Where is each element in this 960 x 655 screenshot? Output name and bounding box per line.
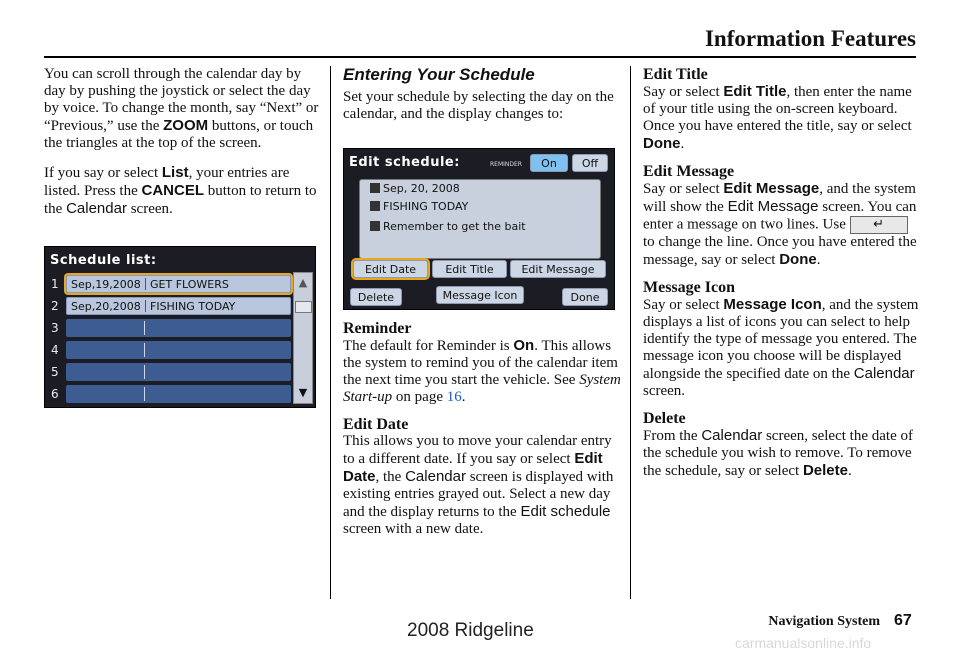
- reminder-label: REMINDER: [490, 161, 522, 168]
- edit-date-heading: Edit Date: [343, 416, 409, 433]
- scrollbar[interactable]: [293, 272, 313, 404]
- header-rule: [44, 56, 916, 58]
- reminder-on-button[interactable]: On: [530, 154, 568, 172]
- footer-section: Navigation System: [768, 614, 880, 629]
- delete-button[interactable]: Delete: [350, 288, 402, 306]
- message-icon-button[interactable]: Message Icon: [436, 286, 524, 304]
- schedule-row[interactable]: [66, 363, 291, 381]
- page-header: Information Features: [704, 26, 916, 51]
- schedule-row[interactable]: [66, 319, 291, 337]
- row-number: 2: [51, 299, 59, 313]
- edit-date-button[interactable]: Edit Date: [353, 260, 428, 278]
- edit-message-button[interactable]: Edit Message: [510, 260, 606, 278]
- edit-title-heading: Edit Title: [643, 66, 708, 83]
- edit-title-text: Say or select Edit Title, then enter the name of your title using the on-screen keyboard. Once you have entered the title, say or select Done.: [643, 83, 912, 152]
- edit-date-text: This allows you to move your calendar entry to a different date. If you say or select Edit Date, the Calendar screen is displayed with existing entries grayed out. Select a new day and the display returns to the Edit schedule screen with a new date.: [343, 433, 614, 537]
- column-3: [643, 66, 919, 480]
- calendar-icon: [370, 183, 380, 193]
- edit-schedule-screenshot: [343, 148, 615, 310]
- schedule-row[interactable]: Sep,20,2008 FISHING TODAY: [66, 297, 291, 315]
- column-2-lower: [343, 320, 621, 538]
- row-number: 1: [51, 277, 59, 291]
- row-number: 5: [51, 365, 59, 379]
- edit-message-text: Say or select Edit Message, and the system will show the Edit Message screen. You can enter a message on two lines. Use ↵ to change the line. Once you have entered the message, say or select Done.: [643, 180, 917, 268]
- delete-heading: Delete: [643, 410, 686, 427]
- schedule-date: Sep, 20, 2008: [383, 182, 460, 195]
- scroll-up-icon[interactable]: ▲: [298, 276, 308, 289]
- page-link[interactable]: 16: [446, 389, 462, 405]
- scroll-down-icon[interactable]: ▼: [298, 386, 308, 399]
- schedule-row[interactable]: [66, 385, 291, 403]
- schedule-title: FISHING TODAY: [383, 200, 469, 213]
- reminder-off-button[interactable]: Off: [572, 154, 608, 172]
- section-heading: Entering Your Schedule: [343, 65, 535, 84]
- delete-text: From the Calendar screen, select the date of the schedule you wish to remove. To remove the schedule, say or select Delete.: [643, 427, 913, 479]
- page-number: 67: [894, 612, 912, 629]
- reminder-heading: Reminder: [343, 320, 412, 337]
- schedule-message: Remember to get the bait: [383, 220, 526, 233]
- message-icon-heading: Message Icon: [643, 279, 735, 296]
- edit-title-button[interactable]: Edit Title: [432, 260, 507, 278]
- schedule-row[interactable]: Sep,19,2008 GET FLOWERS: [66, 275, 291, 293]
- paragraph-scroll: You can scroll through the calendar day by day by pushing the joystick or select the day by voice. To change the month, say “Next” or “Previous,” use the ZOOM buttons, or touch the triangles at the top of the screen.: [44, 66, 319, 151]
- message-icon-text: Say or select Message Icon, and the system displays a list of icons you can select to help identify the type of message you entered. The message icon you choose will be displayed alongside the specified date on the Calendar screen.: [643, 296, 919, 399]
- edit-message-heading: Edit Message: [643, 163, 735, 180]
- schedule-detail-panel: [359, 179, 601, 259]
- column-1: [44, 66, 320, 218]
- row-number: 3: [51, 321, 59, 335]
- model-watermark: 2008 Ridgeline: [407, 620, 534, 641]
- schedule-list-title: Schedule list:: [50, 253, 157, 268]
- row-number: 6: [51, 387, 59, 401]
- fish-icon: [370, 201, 380, 211]
- enter-key-icon: ↵: [850, 216, 908, 234]
- site-watermark: carmanualsonline.info: [735, 635, 872, 651]
- scroll-thumb[interactable]: [295, 301, 312, 313]
- column-2: [343, 66, 621, 123]
- schedule-list-screenshot: [44, 246, 316, 408]
- intro-text: Set your schedule by selecting the day on the calendar, and the display changes to:: [343, 89, 614, 122]
- done-button[interactable]: Done: [562, 288, 608, 306]
- schedule-row[interactable]: [66, 341, 291, 359]
- row-number: 4: [51, 343, 59, 357]
- column-divider-1: [330, 66, 331, 599]
- paragraph-list: If you say or select List, your entries are listed. Press the CANCEL button to return to the Calendar screen.: [44, 164, 317, 217]
- edit-schedule-title: Edit schedule:: [349, 155, 460, 170]
- message-icon: [370, 221, 380, 231]
- reminder-text: The default for Reminder is On. This allows the system to remind you of the calendar item the next time you start the vehicle. See System Start-up on page 16.: [343, 337, 621, 405]
- column-divider-2: [630, 66, 631, 599]
